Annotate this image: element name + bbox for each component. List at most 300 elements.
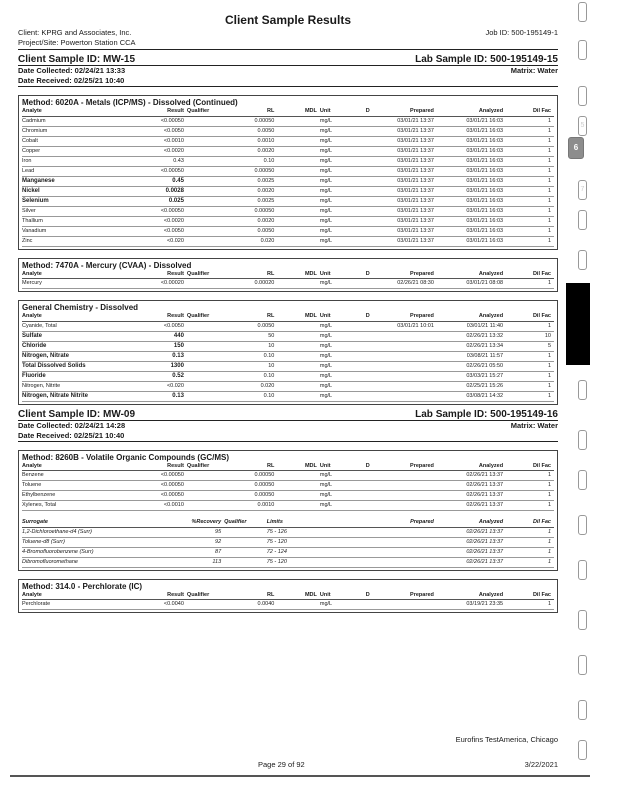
cell-dilfac: 1 [506,216,554,226]
col-d: D [357,592,378,600]
section-tab[interactable] [578,560,587,580]
cell-dilfac: 1 [506,279,554,289]
cell-d [357,156,378,166]
cell-analyzed: 03/03/21 15:27 [437,371,506,381]
col-rl: RL [229,592,277,600]
col-prepared: Prepared [378,463,437,471]
method-block-voc [18,450,558,571]
col-prepared: Prepared [378,271,437,279]
cell-rl: 0.00050 [229,471,277,481]
cell-qualifier [187,381,230,391]
table-row [22,471,554,481]
cell-dilfac: 1 [506,126,554,136]
section-tab[interactable] [578,610,587,630]
cell-analyzed: 03/01/21 16:03 [437,146,506,156]
cell-analyte: Ethylbenzene [22,491,139,501]
cell-surrogate: Dibromofluoromethane [22,557,176,567]
cell-result: <0.00050 [139,166,187,176]
cell-d [357,176,378,186]
results-header [22,108,554,116]
cell-prepared: 03/01/21 13:37 [378,196,437,206]
col-rl: RL [229,108,277,116]
job-id: Job ID: 500-195149-1 [485,28,558,37]
cell-d [357,226,378,236]
sample-header-mw09 [18,408,558,442]
header-client-line [18,28,558,38]
section-tab[interactable] [578,515,587,535]
cell-prepared: 03/01/21 13:37 [378,126,437,136]
cell-unit: mg/L [320,391,357,401]
col-qualifier: Qualifier [187,108,230,116]
cell-qualifier [187,471,230,481]
cell-dilfac: 1 [506,321,554,331]
surrogate-table [22,519,554,568]
cell-mdl [277,146,320,156]
cell-mdl [277,600,320,610]
date-collected: Date Collected: 02/24/21 14:28 [18,420,126,430]
client-sample-id: Client Sample ID: MW-09 [18,408,136,420]
col-analyzed: Analyzed [437,463,506,471]
cell-d [357,600,378,610]
cell-analyzed: 03/19/21 23:35 [437,600,506,610]
cell-surrogate: Toluene-d8 (Surr) [22,537,176,547]
cell-unit: mg/L [320,341,357,351]
cell-mdl [277,196,320,206]
cell-rl: 0.00050 [229,116,277,126]
col-dilfac: Dil Fac [506,271,554,279]
cell-prepared: 03/01/21 13:37 [378,226,437,236]
table-row [22,196,554,206]
results-table [22,313,554,402]
lab-sample-id: Lab Sample ID: 500-195149-15 [415,54,558,65]
cell-mdl [277,361,320,371]
cell-unit: mg/L [320,491,357,501]
cell-d [357,216,378,226]
cell-analyzed: 02/26/21 13:37 [437,537,506,547]
cell-result: <0.020 [139,236,187,246]
cell-mdl [277,481,320,491]
cell-rl: 0.0025 [229,196,277,206]
col-analyzed: Analyzed [437,271,506,279]
col-unit: Unit [320,592,357,600]
cell-qualifier [187,279,230,289]
cell-d [357,206,378,216]
method-block-mercury [18,258,558,293]
cell-mdl [277,471,320,481]
col-surrogate: Surrogate [22,519,176,527]
table-row [22,116,554,126]
cell-rl: 0.0020 [229,186,277,196]
cell-result: <0.00050 [139,471,187,481]
date-received: Date Received: 02/25/21 10:40 [18,76,125,85]
cell-dilfac: 1 [506,196,554,206]
cell-d [357,501,378,511]
table-row [22,226,554,236]
cell-analyzed: 02/26/21 13:37 [437,527,506,537]
cell-analyzed: 02/26/21 13:32 [437,331,506,341]
section-tab-7[interactable]: 7 [578,180,587,200]
cell-analyzed: 02/26/21 13:34 [437,341,506,351]
cell-prepared [378,501,437,511]
cell-result: 0.13 [139,391,187,401]
cell-analyzed: 03/01/21 11:40 [437,321,506,331]
cell-analyte: Nitrogen, Nitrate Nitrite [22,391,139,401]
cell-dilfac: 1 [506,136,554,146]
cell-recovery: 92 [176,537,224,547]
col-prepared: Prepared [331,519,437,527]
cell-qualifier [187,600,230,610]
col-d: D [357,313,378,321]
cell-qualifier [187,136,230,146]
table-row [22,186,554,196]
col-result: Result [139,313,187,321]
cell-prepared: 02/26/21 08:30 [378,279,437,289]
matrix: Matrix: Water [510,420,558,430]
cell-dilfac: 1 [506,361,554,371]
cell-d [357,351,378,361]
col-qualifier: Qualifier [187,313,230,321]
cell-d [357,371,378,381]
col-unit: Unit [320,271,357,279]
section-tab[interactable] [578,250,587,270]
cell-analyte: Fluoride [22,371,139,381]
section-tab[interactable] [578,210,587,230]
col-analyte: Analyte [22,592,139,600]
table-row [22,176,554,186]
table-row [22,206,554,216]
cell-analyte: Benzene [22,471,139,481]
cell-qualifier [224,537,267,547]
col-unit: Unit [320,463,357,471]
cell-unit: mg/L [320,166,357,176]
cell-recovery: 113 [176,557,224,567]
results-header [22,592,554,600]
cell-dilfac: 1 [506,547,554,557]
cell-dilfac: 1 [506,176,554,186]
cell-analyte: Total Dissolved Solids [22,361,139,371]
cell-unit: mg/L [320,279,357,289]
cell-prepared [378,471,437,481]
cell-qualifier [187,126,230,136]
cell-analyzed: 02/25/21 15:26 [437,381,506,391]
col-mdl: MDL [277,463,320,471]
table-row [22,341,554,351]
cell-dilfac: 1 [506,156,554,166]
cell-unit: mg/L [320,146,357,156]
cell-result: <0.00050 [139,206,187,216]
section-tab-black[interactable] [566,283,590,365]
cell-qualifier [187,186,230,196]
cell-qualifier [187,236,230,246]
cell-result: <0.00050 [139,491,187,501]
col-rl: RL [229,463,277,471]
date-received: Date Received: 02/25/21 10:40 [18,430,125,440]
cell-qualifier [187,156,230,166]
cell-analyte: Sulfate [22,331,139,341]
cell-prepared [378,351,437,361]
cell-prepared: 03/01/21 13:37 [378,186,437,196]
col-rl: RL [229,313,277,321]
method-title: Method: 6020A - Metals (ICP/MS) - Dissolved (Continued) [22,98,238,107]
table-row [22,146,554,156]
cell-analyzed: 03/01/21 16:03 [437,126,506,136]
col-analyzed: Analyzed [437,108,506,116]
section-tab[interactable] [578,470,587,490]
cell-qualifier [224,527,267,537]
method-block-general-chemistry [18,300,558,405]
col-dilfac: Dil Fac [506,592,554,600]
results-table [22,108,554,247]
cell-qualifier [187,391,230,401]
cell-analyte: Selenium [22,196,139,206]
cell-mdl [277,391,320,401]
cell-limits: 75 - 120 [267,557,331,567]
table-row [22,166,554,176]
cell-unit: mg/L [320,501,357,511]
table-row [22,600,554,610]
cell-qualifier [187,226,230,236]
table-row [22,216,554,226]
cell-dilfac: 5 [506,341,554,351]
table-row [22,156,554,166]
cell-analyzed: 03/01/21 16:03 [437,176,506,186]
cell-qualifier [187,166,230,176]
col-prepared: Prepared [378,592,437,600]
cell-prepared [378,331,437,341]
cell-unit: mg/L [320,226,357,236]
cell-unit: mg/L [320,371,357,381]
cell-analyzed: 03/01/21 16:03 [437,116,506,126]
cell-analyzed: 03/01/21 16:03 [437,226,506,236]
section-tab[interactable] [578,700,587,720]
cell-result: 0.0028 [139,186,187,196]
cell-result: <0.00050 [139,116,187,126]
cell-limits: 75 - 126 [267,527,331,537]
cell-qualifier [187,361,230,371]
cell-mdl [277,501,320,511]
cell-mdl [277,236,320,246]
cell-result: <0.0050 [139,321,187,331]
cell-rl: 0.10 [229,351,277,361]
cell-analyzed: 02/26/21 13:37 [437,481,506,491]
cell-unit: mg/L [320,186,357,196]
col-qualifier: Qualifier [187,592,230,600]
col-analyte: Analyte [22,463,139,471]
cell-dilfac: 1 [506,557,554,567]
cell-prepared [378,361,437,371]
cell-dilfac: 1 [506,381,554,391]
col-analyzed: Analyzed [437,592,506,600]
cell-surrogate: 1,2-Dichloroethane-d4 (Surr) [22,527,176,537]
cell-qualifier [187,331,230,341]
cell-unit: mg/L [320,126,357,136]
cell-result: <0.0040 [139,600,187,610]
section-tab[interactable] [578,380,587,400]
cell-prepared [378,341,437,351]
method-title: Method: 314.0 - Perchlorate (IC) [22,581,143,591]
col-qualifier: Qualifier [224,519,267,527]
cell-result: 440 [139,331,187,341]
results-table [22,592,554,611]
client-name: Client: KPRG and Associates, Inc. [18,28,132,37]
col-dilfac: Dil Fac [506,519,554,527]
cell-mdl [277,126,320,136]
cell-recovery: 95 [176,527,224,537]
surrogate-row [22,547,554,557]
table-row [22,236,554,246]
cell-rl: 0.10 [229,371,277,381]
cell-prepared: 03/01/21 13:37 [378,166,437,176]
cell-unit: mg/L [320,156,357,166]
table-row [22,481,554,491]
cell-analyte: Cyanide, Total [22,321,139,331]
section-tab[interactable] [578,430,587,450]
col-qualifier: Qualifier [187,463,230,471]
table-row [22,381,554,391]
cell-analyzed: 02/26/21 05:50 [437,361,506,371]
section-tab[interactable] [578,40,587,60]
cell-d [357,481,378,491]
cell-mdl [277,279,320,289]
cell-analyzed: 03/01/21 16:03 [437,156,506,166]
cell-d [357,126,378,136]
cell-prepared [378,381,437,391]
cell-result: 0.025 [139,196,187,206]
cell-dilfac: 1 [506,481,554,491]
cell-rl: 0.00050 [229,481,277,491]
cell-prepared [331,537,437,547]
cell-analyte: Toluene [22,481,139,491]
cell-prepared: 03/01/21 13:37 [378,146,437,156]
matrix: Matrix: Water [510,66,558,75]
cell-rl: 0.0010 [229,501,277,511]
cell-d [357,146,378,156]
cell-analyzed: 02/26/21 13:37 [437,557,506,567]
report-date: 3/22/2021 [524,760,558,769]
cell-dilfac: 1 [506,491,554,501]
cell-d [357,381,378,391]
header-project-line [18,38,558,50]
section-tab[interactable] [578,740,587,760]
cell-qualifier [187,491,230,501]
cell-d [357,341,378,351]
col-analyte: Analyte [22,271,139,279]
cell-analyte: Perchlorate [22,600,139,610]
cell-analyzed: 03/01/21 16:03 [437,186,506,196]
section-tab[interactable] [578,86,587,106]
table-row [22,371,554,381]
cell-surrogate: 4-Bromofluorobenzene (Surr) [22,547,176,557]
cell-result: <0.0010 [139,136,187,146]
table-row [22,351,554,361]
cell-qualifier [187,351,230,361]
cell-dilfac: 1 [506,116,554,126]
cell-result: 0.13 [139,351,187,361]
table-row [22,321,554,331]
results-header [22,271,554,279]
results-header [22,463,554,471]
cell-prepared [378,491,437,501]
table-row [22,361,554,371]
cell-analyzed: 03/01/21 16:03 [437,216,506,226]
cell-mdl [277,216,320,226]
cell-rl: 0.0020 [229,146,277,156]
table-row [22,331,554,341]
surrogate-header [22,519,554,527]
cell-mdl [277,206,320,216]
cell-unit: mg/L [320,381,357,391]
client-sample-id: Client Sample ID: MW-15 [18,54,136,65]
cell-unit: mg/L [320,351,357,361]
cell-mdl [277,176,320,186]
cell-qualifier [187,341,230,351]
cell-mdl [277,351,320,361]
col-mdl: MDL [277,108,320,116]
col-unit: Unit [320,313,357,321]
cell-qualifier [187,481,230,491]
table-row [22,126,554,136]
section-tab-5[interactable]: 5 [578,116,587,136]
cell-result: <0.0020 [139,146,187,156]
cell-unit: mg/L [320,196,357,206]
col-qualifier: Qualifier [187,271,230,279]
col-analyzed: Analyzed [437,519,506,527]
col-analyte: Analyte [22,313,139,321]
cell-analyte: Nitrogen, Nitrite [22,381,139,391]
cell-analyte: Nitrogen, Nitrate [22,351,139,361]
cell-analyte: Lead [22,166,139,176]
cell-rl: 0.0050 [229,226,277,236]
col-d: D [357,271,378,279]
page-number: Page 29 of 92 [258,760,305,769]
cell-analyzed: 02/26/21 13:37 [437,501,506,511]
footer-divider [10,775,590,777]
lab-sample-id: Lab Sample ID: 500-195149-16 [415,408,558,420]
cell-unit: mg/L [320,361,357,371]
cell-dilfac: 1 [506,501,554,511]
cell-mdl [277,156,320,166]
cell-analyte: Mercury [22,279,139,289]
cell-dilfac: 1 [506,351,554,361]
cell-mdl [277,226,320,236]
cell-prepared: 03/01/21 13:37 [378,176,437,186]
cell-analyzed: 03/08/21 14:32 [437,391,506,401]
cell-prepared: 03/01/21 13:37 [378,136,437,146]
cell-prepared [378,600,437,610]
cell-prepared: 03/01/21 10:01 [378,321,437,331]
project-site: Project/Site: Powerton Station CCA [18,38,136,47]
section-tab[interactable] [578,2,587,22]
section-tab[interactable] [578,655,587,675]
cell-analyte: Chromium [22,126,139,136]
cell-qualifier [187,116,230,126]
col-mdl: MDL [277,592,320,600]
cell-mdl [277,491,320,501]
cell-qualifier [187,196,230,206]
cell-qualifier [187,501,230,511]
col-result: Result [139,592,187,600]
cell-result: 0.45 [139,176,187,186]
sample-header-mw15 [18,53,558,87]
cell-rl: 0.0025 [229,176,277,186]
section-tab-active[interactable]: 6 [568,137,584,159]
cell-result: 0.52 [139,371,187,381]
cell-unit: mg/L [320,236,357,246]
cell-dilfac: 1 [506,146,554,156]
method-block-perchlorate [18,579,558,614]
cell-rl: 0.0050 [229,126,277,136]
cell-unit: mg/L [320,206,357,216]
